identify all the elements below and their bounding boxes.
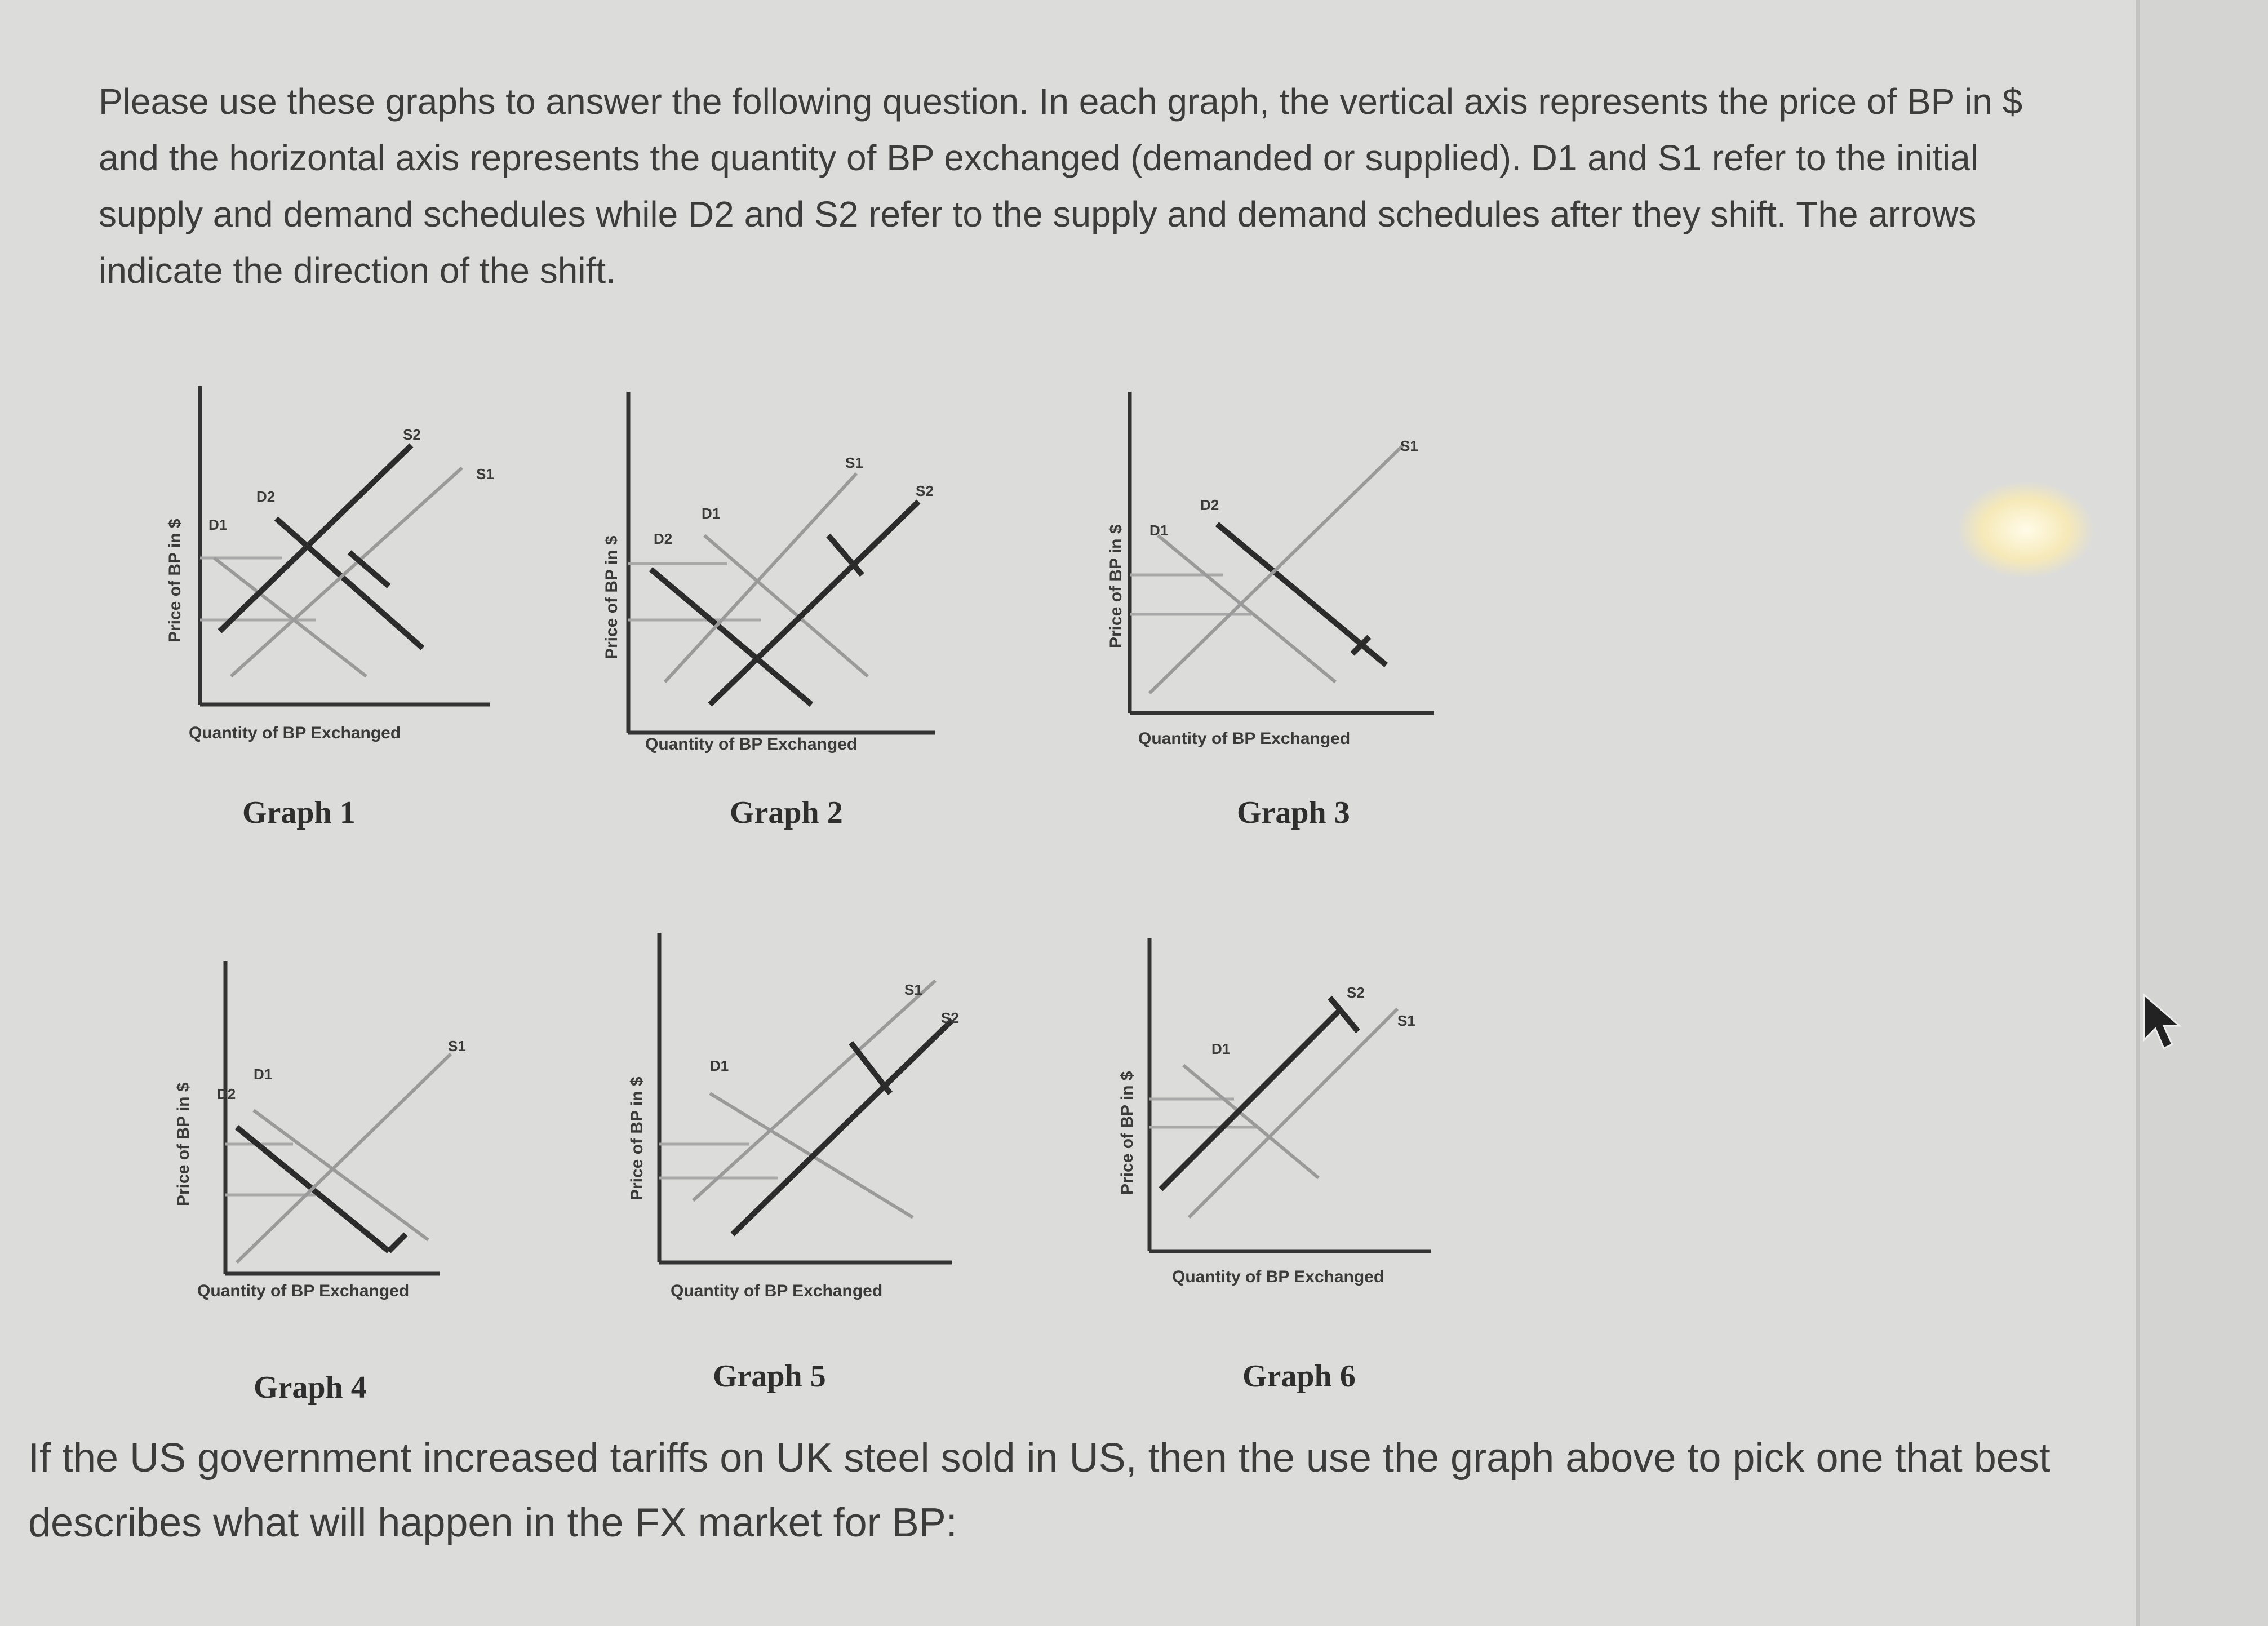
y-axis-label: Price of BP in $: [628, 1076, 646, 1200]
graph-4: [147, 958, 496, 1405]
s1-label: S1: [904, 981, 922, 998]
d1-label: D1: [1211, 1040, 1231, 1057]
shift-arrow: [828, 535, 862, 575]
x-axis-label: Quantity of BP Exchanged: [1138, 729, 1351, 748]
s1-label: S1: [845, 454, 863, 471]
screen-glare: [1958, 482, 2093, 578]
s1-curve: [665, 473, 856, 682]
graph-1-title: Graph 1: [242, 795, 356, 830]
shift-arrow: [349, 552, 389, 586]
d2-label: D2: [217, 1086, 236, 1102]
graph-6-title: Graph 6: [1242, 1359, 1356, 1394]
s2-label: S2: [1347, 984, 1365, 1001]
graph-5: [609, 930, 959, 1394]
x-axis-label: Quantity of BP Exchanged: [189, 724, 401, 742]
graph-6-plot: [1104, 936, 1454, 1341]
y-axis-label: Price of BP in $: [602, 535, 621, 659]
graph-6: [1104, 936, 1454, 1394]
s2-label: S2: [403, 426, 421, 443]
mouse-cursor-icon: [2141, 992, 2186, 1054]
s1-label: S1: [476, 466, 494, 482]
d2-label: D2: [654, 530, 673, 547]
s1-label: S1: [1397, 1012, 1415, 1029]
d1-label: D1: [208, 516, 228, 533]
intro-text: Please use these graphs to answer the following question. In each graph, the vertical axis represents the price of BP in $ and the horizontal axis represents the quantity of BP exchanged (demanded or supplied). D1 and S1 refer to the initial supply and demand schedules while D2 and S2 refer to the supply and demand schedules after they shift. The arrows indicate the direction of the shift.: [99, 81, 2023, 291]
d2-label: D2: [256, 488, 276, 505]
graph-2-title: Graph 2: [730, 795, 843, 830]
y-axis-label: Price of BP in $: [166, 519, 184, 643]
d1-label: D1: [254, 1066, 273, 1083]
graph-4-title: Graph 4: [254, 1370, 367, 1405]
s1-label: S1: [448, 1038, 466, 1055]
graph-5-title: Graph 5: [713, 1359, 826, 1394]
x-axis-label: Quantity of BP Exchanged: [671, 1282, 883, 1300]
graph-1: [147, 383, 496, 830]
d1-label: D1: [702, 505, 721, 522]
graph-5-plot: [609, 930, 958, 1336]
y-axis-label: Price of BP in $: [174, 1082, 193, 1206]
y-axis-label: Price of BP in $: [1107, 524, 1125, 648]
shift-arrow: [389, 1234, 406, 1251]
d1-label: D1: [710, 1057, 729, 1074]
graph-3: [1104, 389, 1454, 830]
graph-2-plot: [597, 389, 947, 795]
y-axis-label: Price of BP in $: [1118, 1071, 1137, 1195]
question-text: If the US government increased tariffs on UK steel sold in US, then the use the graph above to pick one that best describes what will happen in the FX market for BP:: [28, 1436, 2050, 1545]
d2-label: D2: [1200, 497, 1219, 513]
shift-arrow: [851, 1043, 890, 1093]
s1-curve: [693, 981, 935, 1200]
s2-label: S2: [941, 1009, 959, 1026]
graph-3-title: Graph 3: [1237, 795, 1350, 830]
graph-4-plot: [147, 958, 496, 1364]
s1-label: S1: [1400, 437, 1418, 454]
d2-curve: [276, 519, 423, 648]
graph-3-plot: [1104, 389, 1454, 795]
graph-2: [597, 389, 947, 830]
x-axis-label: Quantity of BP Exchanged: [1172, 1268, 1384, 1286]
d1-label: D1: [1149, 522, 1169, 539]
s2-curve: [710, 502, 918, 705]
s1-curve: [1149, 445, 1403, 693]
s2-label: S2: [916, 482, 934, 499]
x-axis-label: Quantity of BP Exchanged: [197, 1282, 410, 1300]
x-axis-label: Quantity of BP Exchanged: [645, 735, 858, 754]
graph-1-plot: [147, 383, 496, 789]
d1-curve: [1183, 1065, 1319, 1178]
